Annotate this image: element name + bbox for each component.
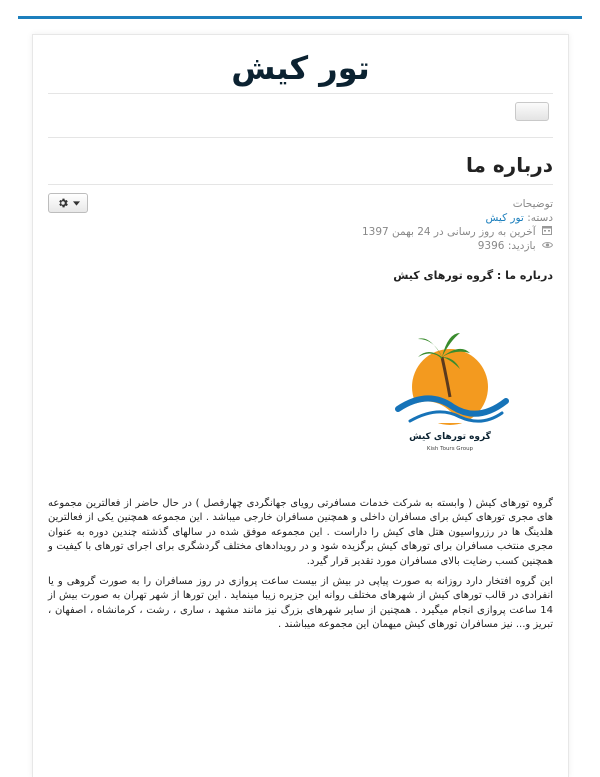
kish-tours-logo — [388, 305, 513, 455]
article-paragraph: گروه تورهای کیش ( وابسته به شرکت خدمات مسافرتی رویای جهانگردی چهارفصل ) در حال حاضر از فعالترین مجموعه های مجری تورهای کیش برای مسافران داخلی و همچنین مسافران خارجی میباشد . این مجموعه همچنین یکی از فعالترین هلدینگ ها در رزرواسیون هتل های کیش را داراست . این مجموعه موفق شده در سالهای گذشته چندین دوره به عنوان مجری منتخب مسافران برای تورهای کیش برگزیده شود و در رویدادهای مختلف گردشگری برای اجرای تورهای با کیفیت و همچنین کسب رضایت بالای مسافران مورد تقدیر قرار گیرد. — [48, 498, 553, 567]
hits-value: 9396 — [477, 240, 505, 252]
page-container — [32, 34, 569, 777]
details-label: توضیحات — [512, 198, 553, 210]
top-accent-bar — [18, 16, 582, 19]
site-title[interactable]: تور کیش — [231, 49, 370, 87]
hits-label: بازدید: — [507, 240, 536, 252]
nav-toggle-button[interactable] — [515, 102, 549, 121]
logo-text-fa: گروه تورهای کیش — [409, 432, 491, 442]
article-paragraph: این گروه افتخار دارد روزانه به صورت پیاپی در بیش از بیست ساعت پروازی در روز مسافران را به صورت گروهی و یا انفرادی در قالب تورهای کیش از شهرهای مختلف روانه این جزیره زیبا مینماید . این تورها از شهر تهران به صورت بیش از 14 ساعت پروازی انجام میگیرد . همچنین از سایر شهرهای بزرگ نیز مانند مشهد ، ساری ، رشت ، کرمانشاه ، اصفهان ، تبریز و... نیز مسافران تورهای کیش میهمان این مجموعه میباشند . — [48, 576, 553, 631]
article-tools-button[interactable] — [48, 193, 88, 213]
article-info — [253, 197, 553, 253]
category-label: دسته: — [527, 212, 553, 224]
calendar-icon — [541, 225, 553, 239]
category-link[interactable]: تور کیش — [485, 212, 524, 224]
updated-row — [253, 225, 553, 239]
nav-divider — [48, 137, 553, 138]
title-divider — [48, 184, 553, 185]
article-subheading: درباره ما : گروه تورهای کیش — [393, 269, 553, 282]
caret-down-icon — [73, 201, 80, 206]
article-body — [48, 497, 553, 639]
logo-text-en: Kish Tours Group — [426, 446, 474, 452]
updated-text: آخرین به روز رسانی در 24 بهمن 1397 — [361, 226, 536, 238]
page-title: درباره ما — [466, 153, 553, 177]
hits-row — [253, 239, 553, 253]
gear-icon — [57, 197, 69, 209]
category-row — [253, 211, 553, 225]
eye-icon — [541, 239, 553, 253]
header-divider — [48, 93, 553, 94]
